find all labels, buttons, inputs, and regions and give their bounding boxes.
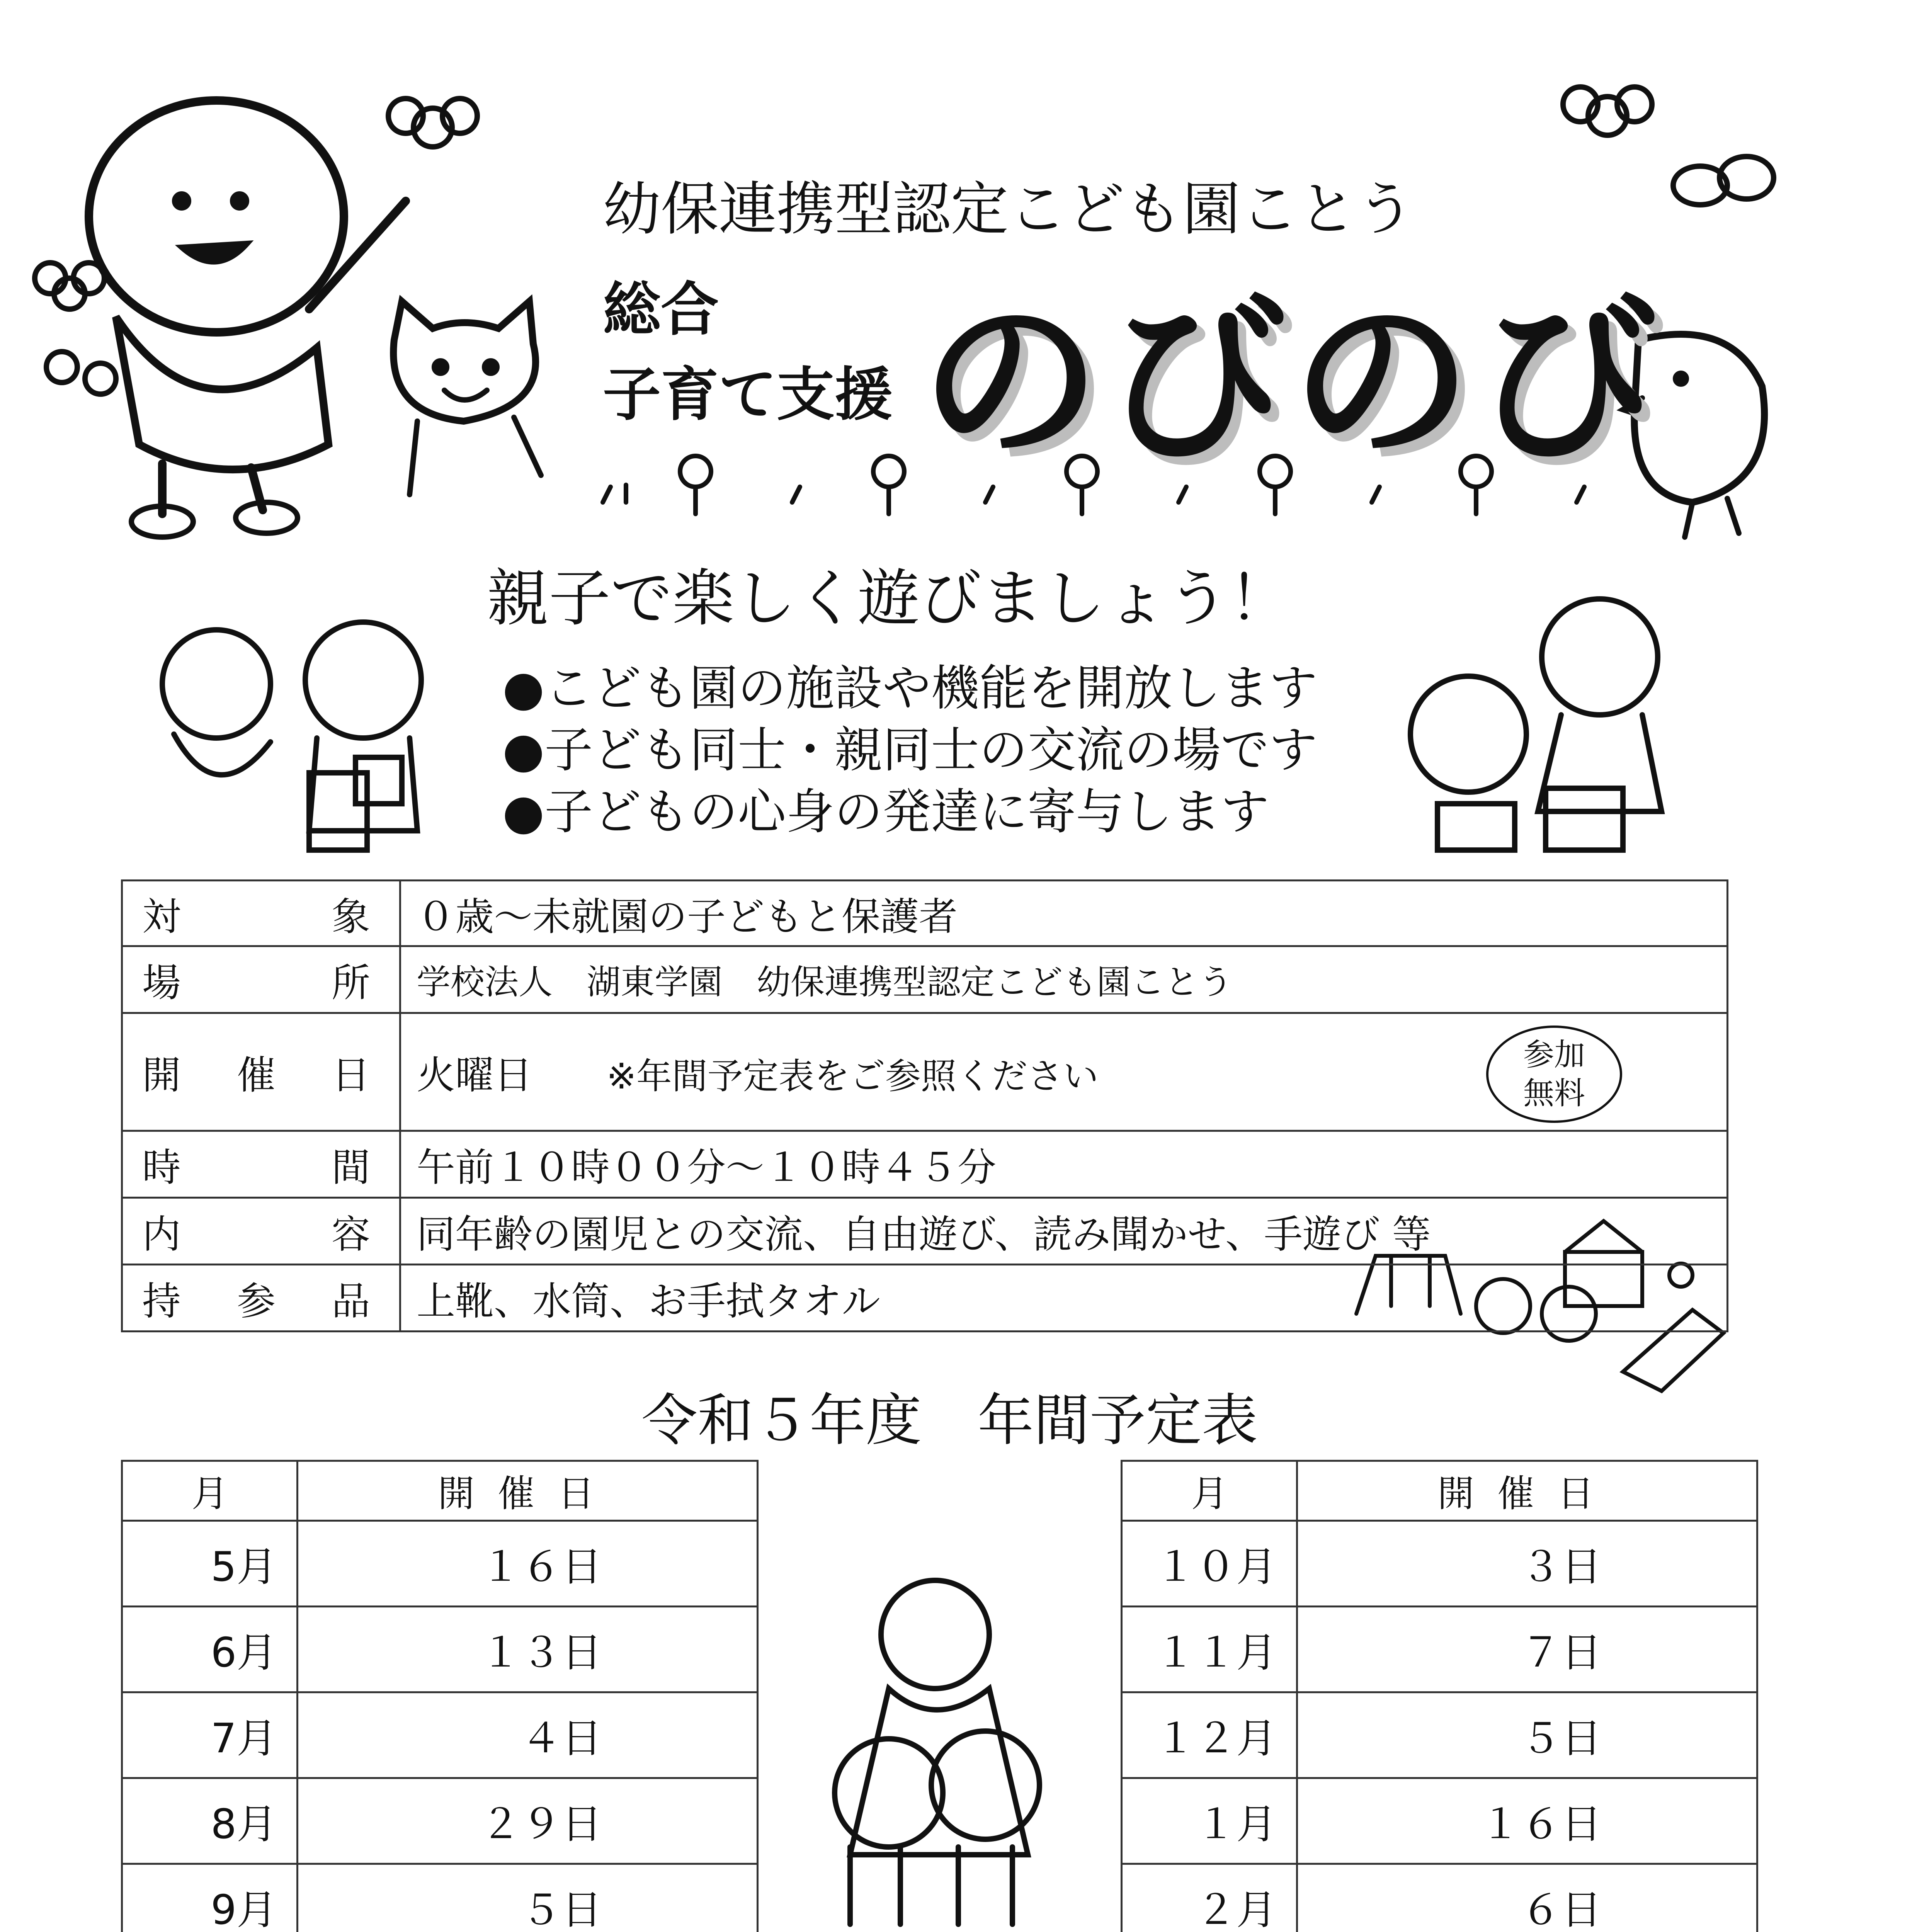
schedule-row — [122, 1864, 758, 1932]
info-value: 上靴、水筒、お手拭タオル — [400, 1265, 1728, 1332]
schedule-day: ４日 — [298, 1692, 758, 1778]
schedule-month: 7月 — [122, 1692, 298, 1778]
girl-illustration — [89, 100, 406, 537]
info-value-cell — [400, 1013, 1728, 1131]
schedule-day: ３日 — [1297, 1521, 1757, 1607]
schedule-note: ※年間予定表をご参照ください — [606, 1056, 1099, 1097]
info-value: 火曜日 — [417, 1053, 532, 1098]
butterfly-icon — [1673, 156, 1774, 205]
feature-bullet: ●子ども同士・親同士の交流の場です — [502, 722, 1318, 778]
info-value: 同年齢の園児との交流、自由遊び、読み聞かせ、手遊び 等 — [400, 1198, 1728, 1265]
schedule-month: １月 — [1122, 1778, 1297, 1864]
schedule-table-left — [121, 1460, 759, 1932]
day-header: 開催日 — [1297, 1461, 1757, 1521]
schedule-day: １６日 — [1297, 1778, 1757, 1864]
schedule-month: １１月 — [1122, 1607, 1297, 1692]
month-header: 月 — [1122, 1461, 1297, 1521]
schedule-month: 6月 — [122, 1607, 298, 1692]
kosodate-label: 子育て支援 — [603, 361, 893, 429]
info-label: 開催日 — [122, 1013, 400, 1131]
feature-bullet: ●こども園の施設や機能を開放します — [502, 660, 1318, 716]
schedule-row — [122, 1692, 758, 1778]
free-badge-line2: 無料 — [1523, 1075, 1585, 1111]
info-value: 学校法人 湖東学園 幼保連携型認定こども園ことう — [400, 946, 1728, 1013]
info-value: ０歳～未就園の子どもと保護者 — [400, 881, 1728, 946]
schedule-row — [1122, 1864, 1757, 1932]
schedule-row — [1122, 1778, 1757, 1864]
info-label: 時間 — [122, 1131, 400, 1198]
children-blocks-illustration — [162, 622, 421, 850]
schedule-day: １６日 — [298, 1521, 758, 1607]
info-table — [121, 879, 1728, 1332]
nobinobi-logo: のびのび — [920, 276, 1662, 487]
schedule-table-right — [1121, 1460, 1758, 1932]
schedule-month: ２月 — [1122, 1864, 1297, 1932]
mother-boys-illustration — [835, 1580, 1039, 1924]
info-row-date — [122, 1013, 1728, 1131]
schedule-day: １３日 — [298, 1607, 758, 1692]
info-label: 内容 — [122, 1198, 400, 1265]
tagline: 親子で楽しく遊びましょう！ — [487, 562, 1291, 634]
day-header: 開催日 — [298, 1461, 758, 1521]
schedule-month: 9月 — [122, 1864, 298, 1932]
schedule-day: ６日 — [1297, 1864, 1757, 1932]
schedule-row — [1122, 1692, 1757, 1778]
school-header: 幼保連携型認定こども園ことう — [603, 176, 1415, 243]
info-label: 場所 — [122, 946, 400, 1013]
schedule-row — [122, 1607, 758, 1692]
schedule-row — [122, 1521, 758, 1607]
feature-bullet: ●子どもの心身の発達に寄与します — [502, 784, 1269, 840]
schedule-day: ５日 — [298, 1864, 758, 1932]
schedule-day: ２９日 — [298, 1778, 758, 1864]
schedule-row — [1122, 1521, 1757, 1607]
info-row-place — [122, 946, 1728, 1013]
schedule-month: 5月 — [122, 1521, 298, 1607]
month-header: 月 — [122, 1461, 298, 1521]
info-row-time — [122, 1131, 1728, 1198]
schedule-header-row — [1122, 1461, 1757, 1521]
schedule-month: １２月 — [1122, 1692, 1297, 1778]
info-row-content — [122, 1198, 1728, 1265]
schedule-day: ７日 — [1297, 1607, 1757, 1692]
schedule-month: １０月 — [1122, 1521, 1297, 1607]
schedule-row — [1122, 1607, 1757, 1692]
mother-child-illustration — [1410, 599, 1662, 850]
info-row-target — [122, 881, 1728, 946]
schedule-header-row — [122, 1461, 758, 1521]
schedule-title: 令和５年度 年間予定表 — [641, 1388, 1258, 1453]
schedule-row — [122, 1778, 758, 1864]
info-label: 持参品 — [122, 1265, 400, 1332]
info-label: 対象 — [122, 881, 400, 946]
free-badge-line1: 参加 — [1523, 1037, 1585, 1073]
sogo-label: 総合 — [603, 276, 719, 344]
free-badge — [1486, 1026, 1622, 1123]
info-value: 午前１０時００分～１０時４５分 — [400, 1131, 1728, 1198]
schedule-day: ５日 — [1297, 1692, 1757, 1778]
info-row-items — [122, 1265, 1728, 1332]
cat-illustration — [393, 301, 541, 495]
schedule-month: 8月 — [122, 1778, 298, 1864]
